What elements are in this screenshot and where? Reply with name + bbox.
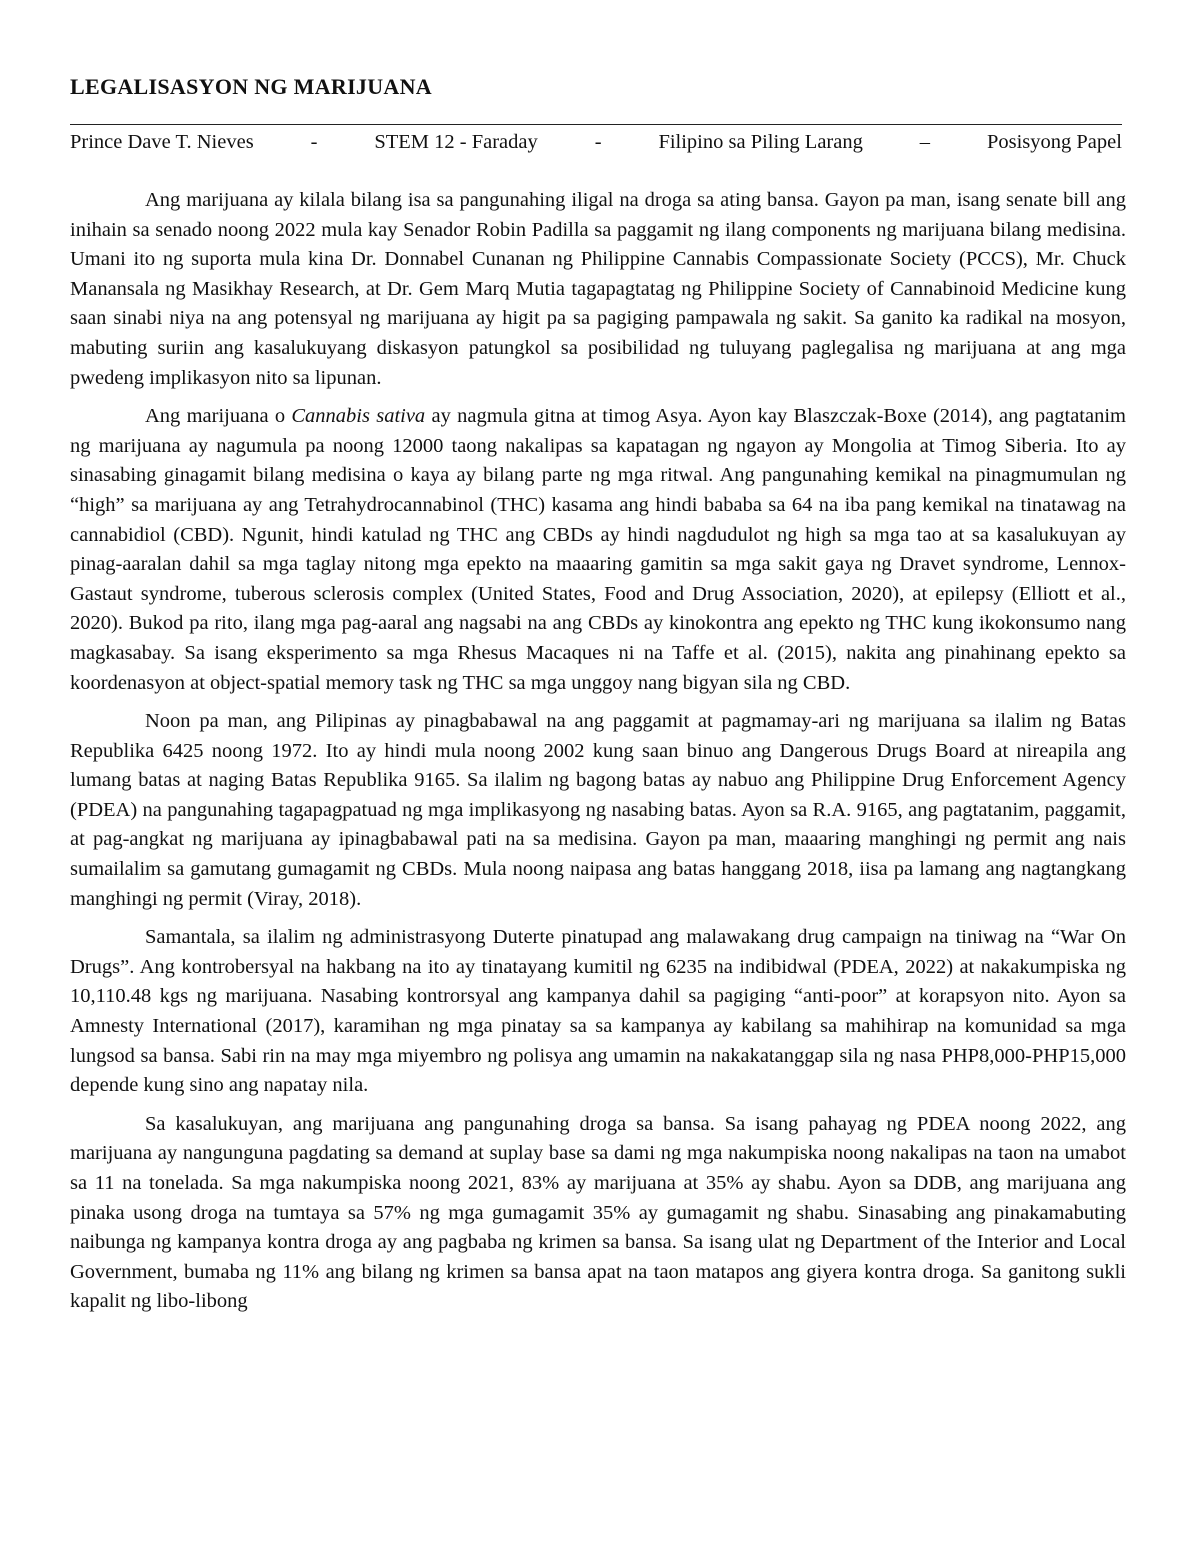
document-title: LEGALISASYON NG MARIJUANA [70,74,432,99]
body-paragraph [70,186,1126,393]
body-paragraph [70,1110,1126,1317]
italic-term: Cannabis sativa [291,405,426,428]
paragraph-text: ay nagmula gitna at timog Asya. Ayon kay Blaszczak-Boxe (2014), ang pagtatanim ng marijuana ay nagumula pa noong 12000 taong nakalipas sa kapatagan ng ngayon ay Mongolia at Timog Siberia. Ito ay sinasabing ginagamit bilang medisina o kaya ay bilang parte ng mga ritwal. Ang pangunahing kemikal na pinagmumulan ng “high” sa marijuana ay ang Tetrahydrocannabinol (THC) kasama ang hindi bababa sa 64 na iba pang kemikal na tinatawag na cannabidiol (CBD). Ngunit, hindi katulad ng THC ang CBDs ay hindi nagdudulot ng high sa mga tao at sa kasalukuyan ay pinag-aaralan dahil sa mga taglay nitong mga epekto na maaaring gamitin sa mga sakit gaya ng Dravet syndrome, Lennox-Gastaut syndrome, tuberous sclerosis complex (United States, Food and Drug Association, 2020), at epilepsy (Elliott et al., 2020). Bukod pa rito, ilang mga pag-aaral ang nagsabi na ang CBDs ay kinokontra ang epekto ng THC kung ikokonsumo nang magkasabay. Sa isang eksperimento sa mga Rhesus Macaques ni na Taffe et al. (2015), nakita ang pinahinang epekto sa koordenasyon at object-spatial memory task ng THC sa mga unggoy nang bigyan sila ng CBD. [70,405,1126,694]
paragraph-text: Samantala, sa ilalim ng administrasyong Duterte pinatupad ang malawakang drug campaign na tiniwag na “War On Drugs”. Ang kontrobersyal na hakbang na ito ay tinatayang kumitil ng 6235 na indibidwal (PDEA, 2022) at nakakumpiska ng 10,110.48 kgs ng marijuana. Nasabing kontrorsyal ang kampanya dahil sa pagiging “anti-poor” at korapsyon nito. Ayon sa Amnesty International (2017), karamihan ng mga pinatay sa sa kampanya ay kabilang sa mahihirap na komunidad sa mga lungsod sa bansa. Sabi rin na may mga miyembro ng polisya ang umamin na nakakatanggap sila ng nasa PHP8,000-PHP15,000 depende kung sino ang napatay nila. [70,926,1126,1097]
paragraph-text: Ang marijuana ay kilala bilang isa sa pangunahing iligal na droga sa ating bansa. Gayon pa man, isang senate bill ang inihain sa senado noong 2022 mula kay Senador Robin Padilla sa paggamit ng ilang components ng marijuana bilang medisina. Umani ito ng suporta mula kina Dr. Donnabel Cunanan ng Philippine Cannabis Compassionate Society (PCCS), Mr. Chuck Manansala ng Masikhay Research, at Dr. Gem Marq Mutia tagapagtatag ng Philippine Society of Cannabinoid Medicine kung saan sinabi niya na ang potensyal ng marijuana ay higit pa sa pagiging pampawala ng sakit. Sa ganito ka radikal na mosyon, mabuting suriin ang kasalukuyang diskasyon patungkol sa posibilidad ng tuluyang paglegalisa ng marijuana at ang mga pwedeng implikasyon nito sa lipunan. [70,189,1126,389]
body-paragraph [70,707,1126,914]
paragraph-text: Ang marijuana o [145,405,292,428]
document-body [70,186,1126,1317]
paragraph-text: Sa kasalukuyan, ang marijuana ang pangunahing droga sa bansa. Sa isang pahayag ng PDEA noong 2022, ang marijuana ay nangunguna pagdating sa demand at suplay base sa dami ng mga nakumpiska noong nakalipas na taon na umabot sa 11 na tonelada. Sa mga nakumpiska noong 2021, 83% ay marijuana at 35% ay shabu. Ayon sa DDB, ang marijuana ang pinaka usong droga na tumtaya sa 57% ng mga gumagamit 35% ay gumagamit ng shabu. Sinasabing ang pinakamabuting naibunga ng kampanya kontra droga ay ang pagbaba ng krimen sa bansa. Sa isang ulat ng Department of the Interior and Local Government, bumaba ng 11% ang bilang ng krimen sa bansa apat na taon matapos ang giyera kontra droga. Sa ganitong sukli kapalit ng libo-libong [70,1112,1126,1313]
author-name: Prince Dave T. Nieves [70,131,254,153]
meta-separator: - [310,131,318,153]
body-paragraph [70,923,1126,1101]
paragraph-text: Noon pa man, ang Pilipinas ay pinagbabawal na ang paggamit at pagmamay-ari ng marijuana sa ilalim ng Batas Republika 6425 noong 1972. Ito ay hindi mula noong 2002 kung saan binuo ang Dangerous Drugs Board at nireapila ang lumang batas at naging Batas Republika 9165. Sa ilalim ng bagong batas ay nabuo ang Philippine Drug Enforcement Agency (PDEA) na pangunahing tagapagpatuad ng mga implikasyong ng nasabing batas. Ayon sa R.A. 9165, ang pagtatanim, paggamit, at pag-angkat ng marijuana ay ipinagbabawal pati na sa medisina. Gayon pa man, maaaring manghingi ng permit ang nais sumailalim sa gamutang gumagamit ng CBDs. Mula noong naipasa ang batas hanggang 2018, iisa pa lamang ang nagtangkang manghingi ng permit (Viray, 2018). [70,710,1126,910]
header-rule [70,124,1122,125]
meta-separator: – [919,131,931,153]
section-name: STEM 12 - Faraday [374,131,538,153]
body-paragraph [70,402,1126,698]
author-info-line [70,131,1122,154]
meta-separator: - [594,131,602,153]
subject-name: Filipino sa Piling Larang [658,131,863,153]
document-type: Posisyong Papel [986,131,1122,153]
